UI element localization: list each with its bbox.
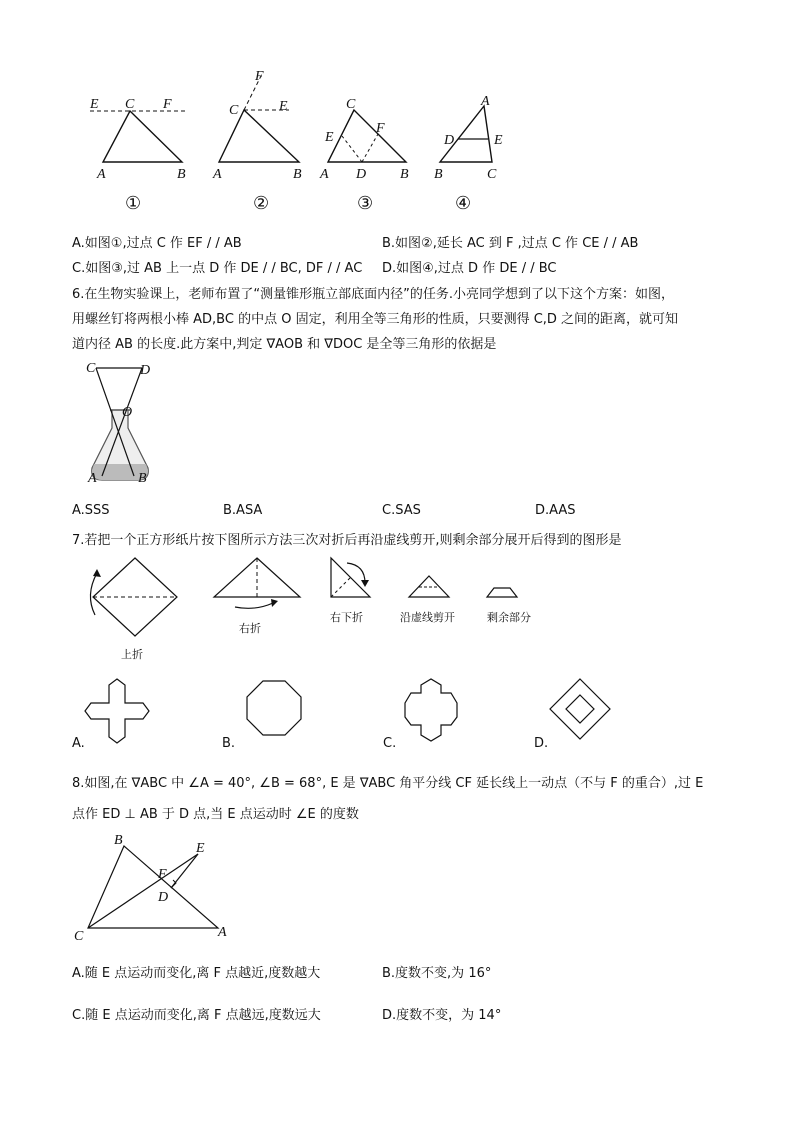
q7-option-d: D. <box>534 736 549 751</box>
fig2-label-f: F <box>255 69 264 84</box>
q8-option-b: B.度数不变,为 16° <box>382 966 492 981</box>
q5-figure-3 <box>320 96 420 212</box>
q8-label-e: E <box>196 841 205 856</box>
q6-option-c: C.SAS <box>382 503 421 518</box>
q7-option-b: B. <box>222 736 236 751</box>
q8-option-c: C.随 E 点运动而变化,离 F 点越远,度数远大 <box>72 1008 321 1023</box>
fig2-label-e: E <box>279 99 288 114</box>
fig2-number: ② <box>253 193 270 214</box>
fig3-label-d: D <box>356 167 367 182</box>
fig3-label-a: A <box>320 167 329 182</box>
q6-option-b: B.ASA <box>223 503 263 518</box>
q6-option-a: A.SSS <box>72 503 110 518</box>
q6-label-d: D <box>140 363 151 378</box>
fig3-label-e: E <box>325 130 334 145</box>
q7-fold-steps <box>85 555 545 665</box>
q8-label-d: D <box>158 890 169 905</box>
fig1-label-e: E <box>90 97 99 112</box>
fig3-number: ③ <box>357 193 374 214</box>
q8-option-a: A.随 E 点运动而变化,离 F 点越近,度数越大 <box>72 966 321 981</box>
q6-line-2: 用螺丝钉将两根小棒 AD,BC 的中点 O 固定，利用全等三角形的性质，只要测得 C,D 之间的距离，就可知 <box>72 312 679 327</box>
fig2-label-c: C <box>229 103 239 118</box>
q8-line-2: 点作 ED ⊥ AB 于 D 点,当 E 点运动时 ∠E 的度数 <box>72 807 359 822</box>
q8-label-c: C <box>74 929 84 944</box>
fig3-label-b: B <box>400 167 409 182</box>
q8-label-a: A <box>218 925 227 940</box>
fig1-label-a: A <box>97 167 106 182</box>
fig4-label-e: E <box>494 133 503 148</box>
fig1-label-b: B <box>177 167 186 182</box>
q8-label-b: B <box>114 833 123 848</box>
fig2-label-b: B <box>293 167 302 182</box>
q5-option-c: C.如图③,过 AB 上一点 D 作 DE / / BC, DF / / AC <box>72 261 363 276</box>
fig4-label-d: D <box>444 133 455 148</box>
q6-label-o: O <box>122 405 133 420</box>
q7-question: 7.若把一个正方形纸片按下图所示方法三次对折后再沿虚线剪开,则剩余部分展开后得到的图形是 <box>72 533 622 548</box>
q8-option-d: D.度数不变，为 14° <box>382 1008 502 1023</box>
q7-option-c: C. <box>383 736 397 751</box>
fig4-label-a: A <box>481 94 490 109</box>
q7-caption-cut: 沿虚线剪开 <box>400 611 455 624</box>
q5-figure-4 <box>430 92 520 212</box>
q6-option-d: D.AAS <box>535 503 576 518</box>
q7-caption-remain: 剩余部分 <box>487 611 531 624</box>
q8-label-f: F <box>158 867 167 882</box>
fig1-label-c: C <box>125 97 135 112</box>
q7-answer-shapes <box>85 675 605 750</box>
q6-line-1: 6.在生物实验课上，老师布置了“测量锥形瓶立部底面内径”的任务.小亮同学想到了以下这个方案：如图， <box>72 287 675 302</box>
q7-caption-up: 上折 <box>121 648 143 661</box>
q6-label-c: C <box>86 361 96 376</box>
q5-figure-1 <box>85 92 195 212</box>
q8-triangle-figure <box>72 830 242 942</box>
fig3-label-f: F <box>376 121 385 136</box>
q6-label-b: B <box>138 471 147 486</box>
fig4-label-b: B <box>434 167 443 182</box>
q6-line-3: 道内径 AB 的长度.此方案中,判定 ∇AOB 和 ∇DOC 是全等三角形的依据是 <box>72 337 497 352</box>
q8-line-1: 8.如图,在 ∇ABC 中 ∠A = 40°, ∠B = 68°, E 是 ∇ABC 角平分线 CF 延长线上一动点（不与 F 的重合）,过 E <box>72 776 704 791</box>
fig1-number: ① <box>125 193 142 214</box>
fig3-label-c: C <box>346 97 356 112</box>
q7-caption-rightdown: 右下折 <box>330 611 363 624</box>
fig1-label-f: F <box>163 97 172 112</box>
q5-option-d: D.如图④,过点 D 作 DE / / BC <box>382 261 557 276</box>
fig4-number: ④ <box>455 193 472 214</box>
q6-label-a: A <box>88 471 97 486</box>
q6-flask-figure <box>82 358 162 488</box>
q5-option-b: B.如图②,延长 AC 到 F ,过点 C 作 CE / / AB <box>382 236 639 251</box>
q7-option-a: A. <box>72 736 85 751</box>
q5-option-a: A.如图①,过点 C 作 EF / / AB <box>72 236 242 251</box>
fig4-label-c: C <box>487 167 497 182</box>
q7-caption-right: 右折 <box>239 622 261 635</box>
q5-figure-2 <box>213 70 323 212</box>
fig2-label-a: A <box>213 167 222 182</box>
